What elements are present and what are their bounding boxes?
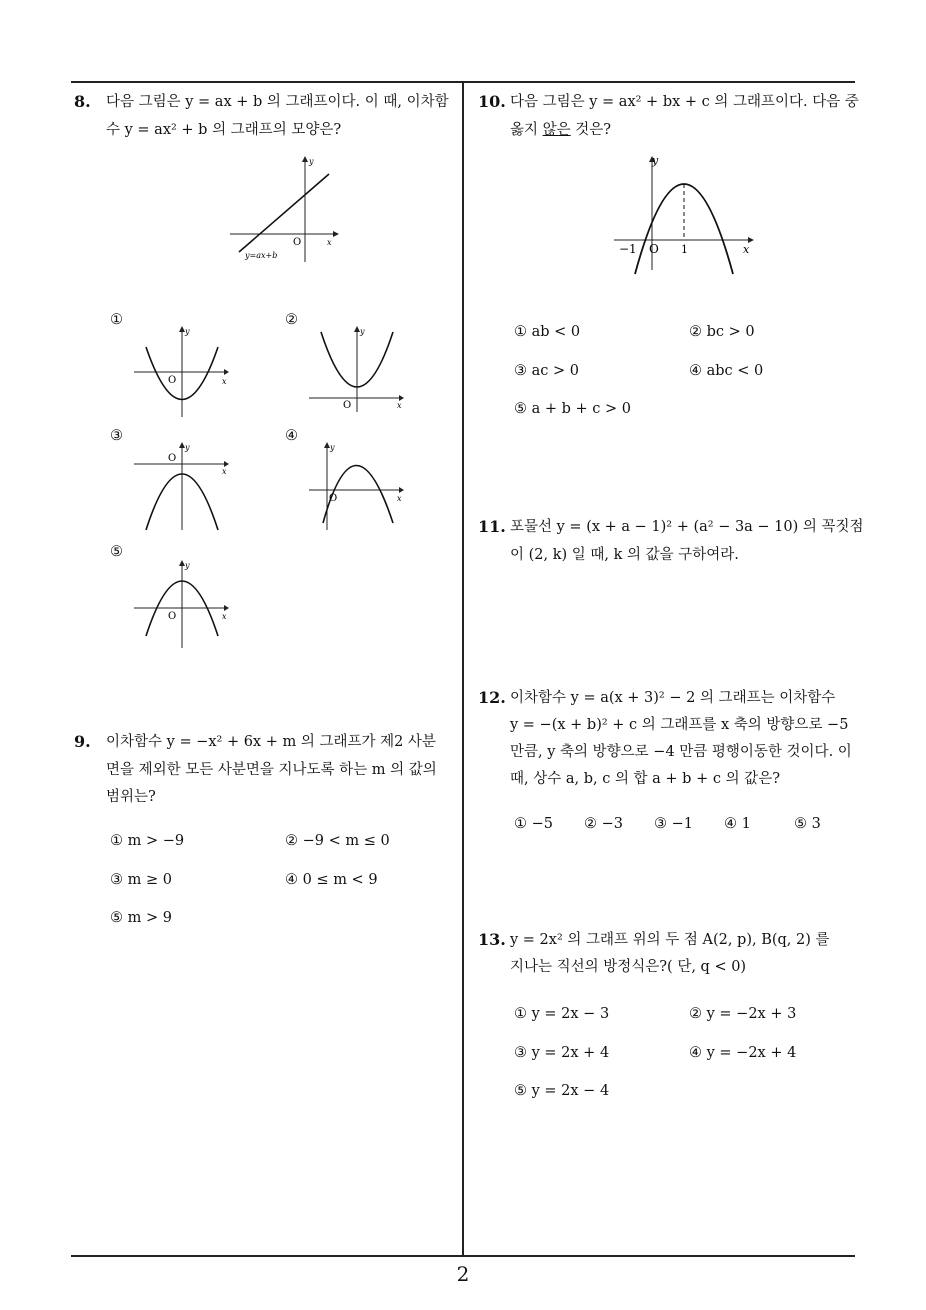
q10-axis-y: y xyxy=(652,154,659,167)
q10-option-1[interactable]: ① ab < 0 xyxy=(514,324,581,340)
q10-text-line2-pre: 옳지 xyxy=(510,122,543,138)
q8-option-4-graph xyxy=(305,438,410,533)
q8-option-3-marker[interactable]: ③ xyxy=(110,428,123,444)
q8-option-1-axis-x: x xyxy=(222,377,227,386)
q13-option-5[interactable]: ⑤ y = 2x − 4 xyxy=(514,1083,610,1099)
q8-option-5-graph xyxy=(130,556,235,651)
q10-option-3[interactable]: ③ ac > 0 xyxy=(514,363,579,379)
q8-option-5-axis-x: x xyxy=(222,612,227,621)
q9-option-2[interactable]: ② −9 < m ≤ 0 xyxy=(285,833,390,849)
q8-axis-x: x xyxy=(327,238,332,247)
q10-option-4[interactable]: ④ abc < 0 xyxy=(689,363,764,379)
q13-option-2[interactable]: ② y = −2x + 3 xyxy=(689,1006,797,1022)
q10-option-2[interactable]: ② bc > 0 xyxy=(689,324,755,340)
q8-option-4-axis-x: x xyxy=(397,494,402,503)
q11-text-line2: 이 (2, k) 일 때, k 의 값을 구하여라. xyxy=(510,547,739,563)
q9-option-5[interactable]: ⑤ m > 9 xyxy=(110,910,172,926)
q13-option-4[interactable]: ④ y = −2x + 4 xyxy=(689,1045,797,1061)
q12-text-line1: 이차함수 y = a(x + 3)² − 2 의 그래프는 이차함수 xyxy=(510,690,836,706)
q8-option-5-origin: O xyxy=(168,611,177,622)
column-divider xyxy=(462,82,464,1257)
q10-axis-x: x xyxy=(743,243,750,256)
q12-number: 12. xyxy=(478,688,506,707)
q8-option-2-axis-y: y xyxy=(360,327,365,336)
q11-number: 11. xyxy=(478,517,506,536)
q10-parabola-graph xyxy=(610,152,760,282)
q10-number: 10. xyxy=(478,92,506,111)
q9-text-line2: 면을 제외한 모든 사분면을 지나도록 하는 m 의 값의 xyxy=(106,762,437,778)
q10-text-line2 xyxy=(510,116,611,144)
q10-option-5[interactable]: ⑤ a + b + c > 0 xyxy=(514,401,631,417)
q8-option-4-origin: O xyxy=(329,493,338,504)
q8-line-graph xyxy=(225,152,345,267)
q8-option-4-marker[interactable]: ④ xyxy=(285,428,298,444)
q12-text-line3: 만큼, y 축의 방향으로 −4 만큼 평행이동한 것이다. 이 xyxy=(510,744,852,760)
q12-option-5[interactable]: ⑤ 3 xyxy=(794,816,821,832)
q8-option-2-axis-x: x xyxy=(397,401,402,410)
q8-option-3-origin: O xyxy=(168,453,177,464)
q8-option-4-axis-y: y xyxy=(330,443,335,452)
q12-option-1[interactable]: ① −5 xyxy=(514,816,553,832)
page-number: 2 xyxy=(456,1262,470,1286)
q13-option-1[interactable]: ① y = 2x − 3 xyxy=(514,1006,610,1022)
q9-option-1[interactable]: ① m > −9 xyxy=(110,833,185,849)
q9-text-line3: 범위는? xyxy=(106,789,156,805)
q8-option-2-marker[interactable]: ② xyxy=(285,312,298,328)
q12-option-4[interactable]: ④ 1 xyxy=(724,816,751,832)
q13-option-3[interactable]: ③ y = 2x + 4 xyxy=(514,1045,610,1061)
q8-option-5-marker[interactable]: ⑤ xyxy=(110,544,123,560)
q10-text-line1: 다음 그림은 y = ax² + bx + c 의 그래프이다. 다음 중 xyxy=(510,94,859,110)
q8-option-1-origin: O xyxy=(168,375,177,386)
q8-number: 8. xyxy=(74,92,91,111)
q8-origin: O xyxy=(293,237,302,248)
q8-text-line1: 다음 그림은 y = ax + b 의 그래프이다. 이 때, 이차함 xyxy=(106,94,449,110)
q10-label-1: 1 xyxy=(681,243,688,256)
q10-text-underlined: 않은 xyxy=(542,122,571,138)
q10-origin: O xyxy=(649,242,659,256)
q8-text-line2: 수 y = ax² + b 의 그래프의 모양은? xyxy=(106,122,342,138)
q8-option-5-axis-y: y xyxy=(185,561,190,570)
q10-label-neg1: −1 xyxy=(619,242,637,256)
q8-option-2-origin: O xyxy=(343,400,352,411)
q11-text-line1: 포물선 y = (x + a − 1)² + (a² − 3a − 10) 의 꼭짓점 xyxy=(510,519,864,535)
q13-text-line2: 지나는 직선의 방정식은?( 단, q < 0) xyxy=(510,959,747,975)
q8-option-3-axis-x: x xyxy=(222,467,227,476)
q12-text-line2: y = −(x + b)² + c 의 그래프를 x 축의 방향으로 −5 xyxy=(510,717,849,733)
q12-text-line4: 때, 상수 a, b, c 의 합 a + b + c 의 값은? xyxy=(510,771,780,787)
q8-option-2-graph xyxy=(305,322,410,417)
q8-option-3-graph xyxy=(130,438,235,533)
q12-option-3[interactable]: ③ −1 xyxy=(654,816,693,832)
q8-option-3-axis-y: y xyxy=(185,443,190,452)
q8-option-1-graph xyxy=(130,322,235,422)
q8-line-label: y=ax+b xyxy=(245,251,278,260)
q9-option-4[interactable]: ④ 0 ≤ m < 9 xyxy=(285,872,378,888)
q13-number: 13. xyxy=(478,930,506,949)
q8-option-1-axis-y: y xyxy=(185,327,190,336)
q8-axis-y: y xyxy=(309,157,314,166)
q9-number: 9. xyxy=(74,732,91,751)
q9-option-3[interactable]: ③ m ≥ 0 xyxy=(110,872,172,888)
q13-text-line1: y = 2x² 의 그래프 위의 두 점 A(2, p), B(q, 2) 를 xyxy=(510,932,830,948)
q8-option-1-marker[interactable]: ① xyxy=(110,312,123,328)
q12-option-2[interactable]: ② −3 xyxy=(584,816,623,832)
q10-text-line2-post: 것은? xyxy=(570,122,612,138)
q9-text-line1: 이차함수 y = −x² + 6x + m 의 그래프가 제2 사분 xyxy=(106,734,436,750)
